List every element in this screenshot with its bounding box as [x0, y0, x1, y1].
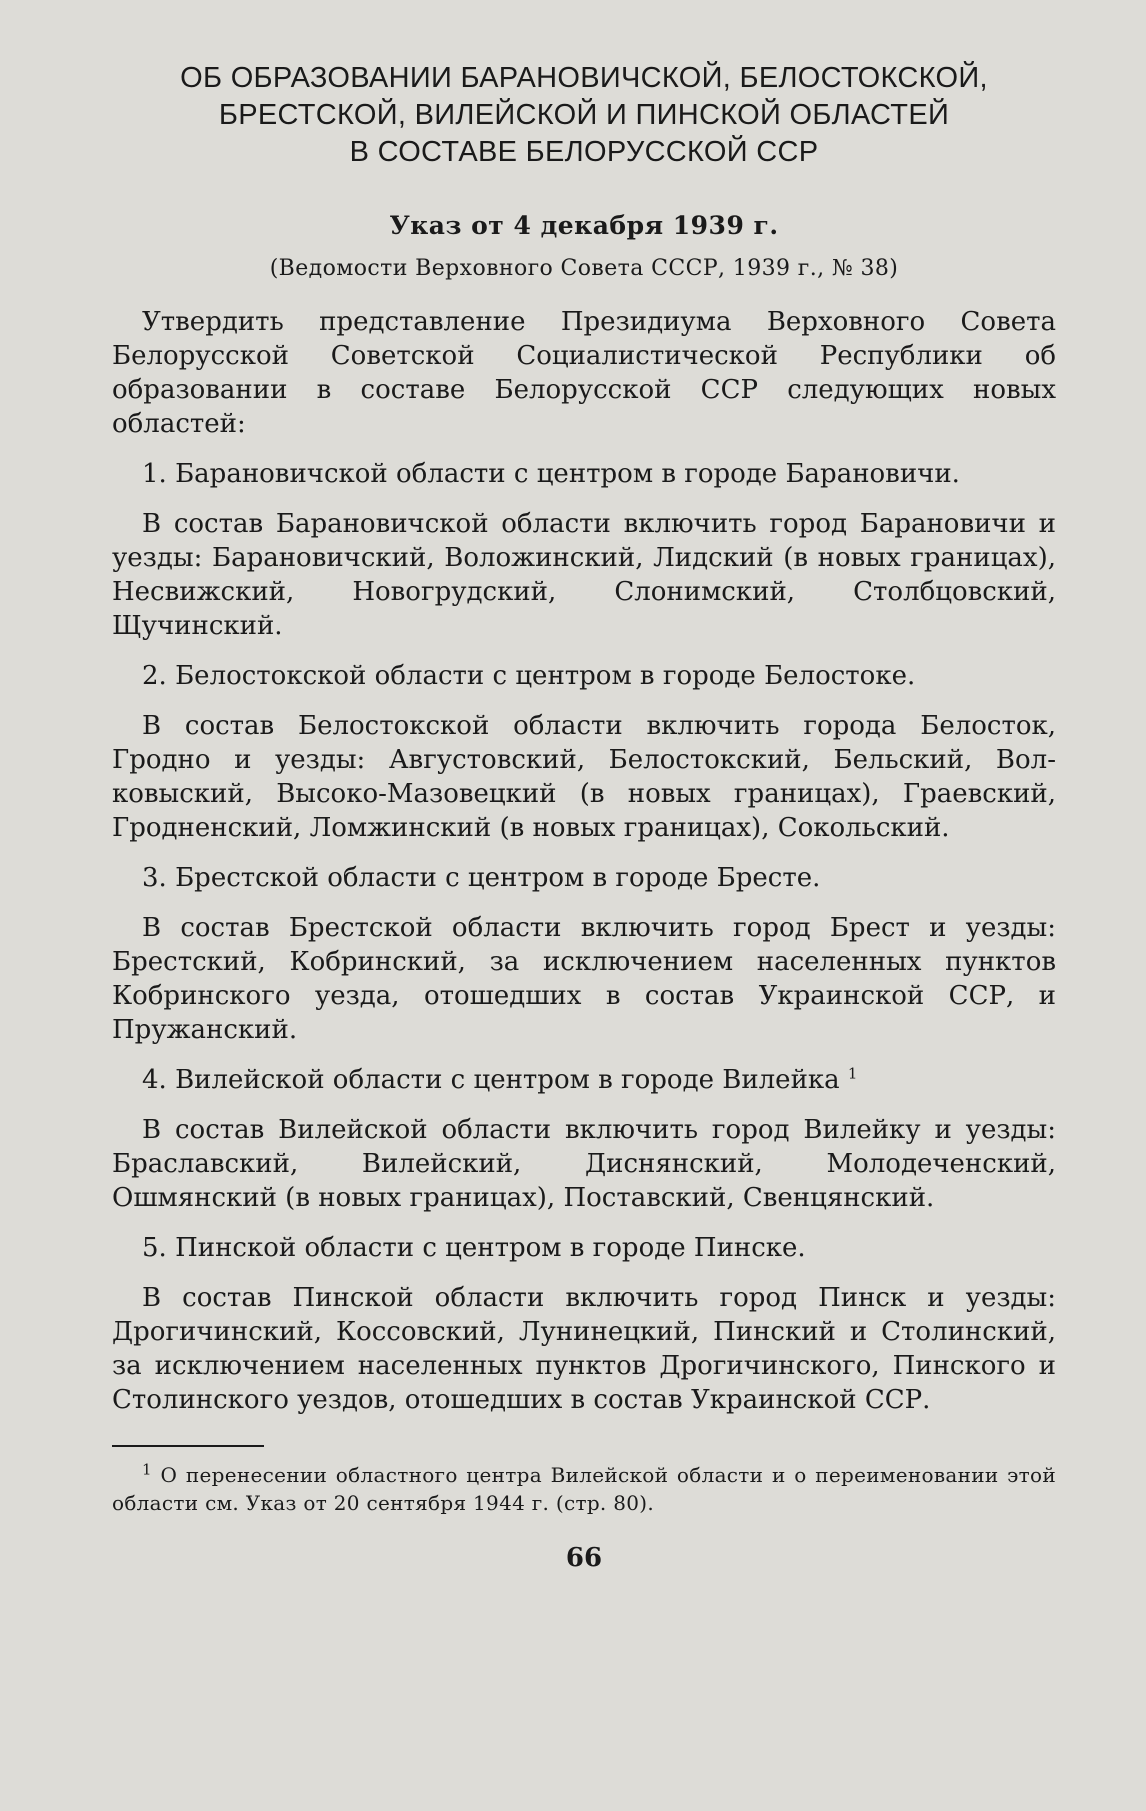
section-1-heading: 1. Барановичской области с центром в городе Барановичи.	[142, 459, 960, 489]
footnote-mark: 1	[142, 1460, 152, 1479]
footnote-reference[interactable]: 1	[847, 1064, 858, 1083]
decree-date: Указ от 4 декабря 1939 г.	[389, 211, 779, 240]
section-2-heading: 2. Белостокской области с центром в городе Белостоке.	[142, 661, 916, 691]
section-4-heading-wrapper	[112, 1063, 1056, 1097]
document-title	[112, 60, 1056, 171]
footnote-divider	[112, 1445, 264, 1447]
footnote-text: О перенесении областного центра Вилейской области и о переименовании этой области см. Указ от 20 сентября 1944 г. (стр. 80).	[112, 1463, 1056, 1515]
section-3-heading: 3. Брестской области с центром в городе Бресте.	[142, 863, 821, 893]
section-4-body: В состав Вилейской области включить город Вилейку и уезды: Браславский, Вилейский, Диснянский, Молодеченский, Ошмянский (в новых границах), Поставский, Свенцянский.	[112, 1115, 1056, 1213]
section-5-body: В состав Пинской области включить город Пинск и уезды: Дрогичинский, Коссовский, Лунинецкий, Пинский и Столинский, за исключением населенных пунктов Дрогичинского, Пинского и Столинского уездов, отошедших в состав Украинской ССР.	[112, 1283, 1056, 1415]
section-2-body: В состав Белостокской области включить города Белосток, Гродно и уезды: Августовский, Белостокский, Бельский, Волковыский, Высоко-Мазовецкий (в новых границах), Граевский, Гродненский, Ломжинский (в новых границах), Сокольский.	[112, 711, 1056, 843]
section-5-heading: 5. Пинской области с центром в городе Пинске.	[142, 1233, 806, 1263]
page-number: 66	[565, 1543, 603, 1573]
intro-paragraph: Утвердить представление Президиума Верховного Совета Белорусской Советской Социалистической Республики об образовании в составе Белорусской ССР следующих новых областей:	[112, 307, 1056, 439]
source-citation: (Ведомости Верховного Совета СССР, 1939 г., № 38)	[269, 256, 899, 281]
title-line-2: БРЕСТСКОЙ, ВИЛЕЙСКОЙ И ПИНСКОЙ ОБЛАСТЕЙ	[218, 99, 950, 131]
footnote	[112, 1461, 1056, 1517]
section-4-heading: 4. Вилейской области с центром в городе Вилейка	[142, 1065, 840, 1095]
title-line-3: В СОСТАВЕ БЕЛОРУССКОЙ ССР	[349, 136, 819, 168]
section-3-body: В состав Брестской области включить город Брест и уезды: Брестский, Кобринский, за исключением населенных пунктов Кобринского уезда, отошедших в состав Украинской ССР, и Пружанский.	[112, 913, 1056, 1045]
title-line-1: ОБ ОБРАЗОВАНИИ БАРАНОВИЧСКОЙ, БЕЛОСТОКСКОЙ,	[180, 62, 988, 94]
section-1-body: В состав Барановичской области включить город Барановичи и уезды: Барановичский, Воложинский, Лидский (в новых границах), Несвижский, Новогрудский, Слонимский, Столбцовский, Щучинский.	[112, 509, 1056, 641]
